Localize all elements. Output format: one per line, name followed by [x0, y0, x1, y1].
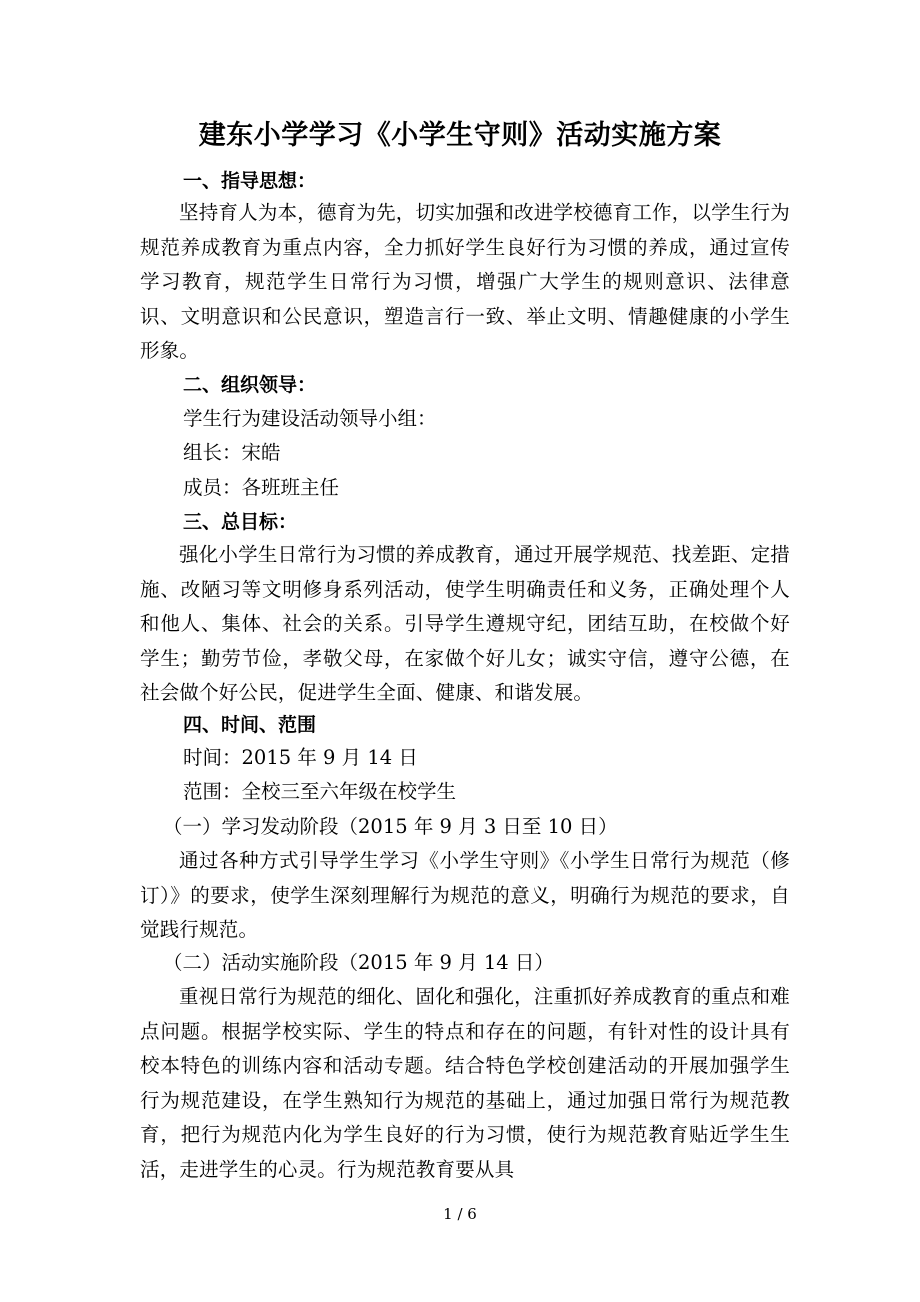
page-number: 1 / 6 — [443, 1205, 477, 1223]
stage-one-paragraph: 通过各种方式引导学生学习《小学生守则》《小学生日常行为规范（修订）》的要求，使学生深刻理解行为规范的意义，明确行为规范的要求，自觉践行规范。 — [140, 849, 790, 942]
document-title: 建东小学学习《小学生守则》活动实施方案 — [198, 120, 722, 151]
stage-two-paragraph: 重视日常行为规范的细化、固化和强化，注重抓好养成教育的重点和难点问题。根据学校实际、学生的特点和存在的问题，有针对性的设计具有校本特色的训练内容和活动专题。结合特色学校创建活动的开展加强学生行为规范建设，在学生熟知行为规范的基础上，通过加强日常行为规范教育，把行为规范内化为学生良好的行为习惯，使行为规范教育贴近学生生活，走进学生的心灵。行为规范教育要从具 — [140, 985, 790, 1181]
activity-time: 时间：2015 年 9 月 14 日 — [183, 746, 418, 769]
section-heading-overall-goal: 三、总目标： — [183, 511, 298, 533]
paragraph-overall-goal: 强化小学生日常行为习惯的养成教育，通过开展学规范、找差距、定措施、改陋习等文明修身系列活动，使学生明确责任和义务，正确处理个人和他人、集体、社会的关系。引导学生遵规守纪，团结互助，在校做个好学生；勤劳节俭，孝敬父母，在家做个好儿女；诚实守信，遵守公德，在社会做个好公民，促进学生全面、健康、和谐发展。 — [140, 543, 790, 705]
stage-two-title: （二）活动实施阶段（2015 年 9 月 14 日） — [163, 951, 554, 974]
group-leader: 组长：宋皓 — [183, 441, 281, 464]
leadership-group-label: 学生行为建设活动领导小组： — [183, 407, 437, 430]
group-members: 成员：各班班主任 — [183, 476, 340, 499]
section-heading-organization: 二、组织领导： — [183, 374, 317, 396]
paragraph-guiding-ideology: 坚持育人为本，德育为先，切实加强和改进学校德育工作，以学生行为规范养成教育为重点内容，全力抓好学生良好行为习惯的养成，通过宣传学习教育，规范学生日常行为习惯，增强广大学生的规则意识、法律意识、文明意识和公民意识，塑造言行一致、举止文明、情趣健康的小学生形象。 — [140, 201, 790, 363]
section-heading-time-scope: 四、时间、范围 — [183, 714, 317, 736]
stage-one-title: （一）学习发动阶段（2015 年 9 月 3 日至 10 日） — [163, 815, 618, 838]
activity-scope: 范围：全校三至六年级在校学生 — [183, 780, 457, 803]
section-heading-guiding-ideology: 一、指导思想： — [183, 170, 317, 192]
